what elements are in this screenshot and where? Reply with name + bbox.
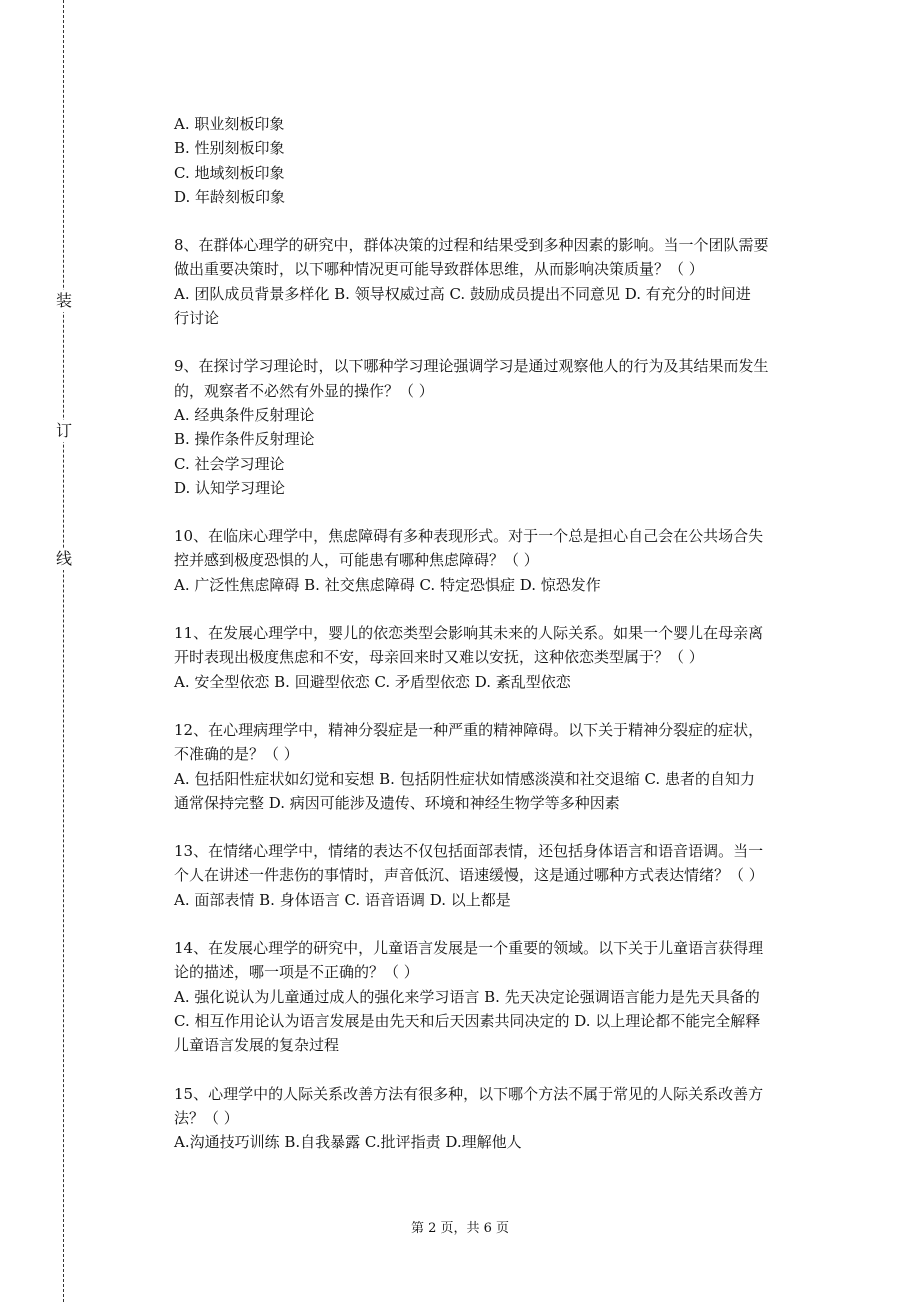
page-footer: 第 2 页，共 6 页 [410, 1221, 510, 1236]
option-line: D. 认知学习理论 [174, 478, 286, 497]
question-14 [174, 936, 824, 1057]
question-stem-line: 11、在发展心理学中，婴儿的依恋类型会影响其未来的人际关系。如果一个婴儿在母亲离 [174, 624, 764, 643]
question-8 [174, 233, 824, 330]
question-stem-line: 8、在群体心理学的研究中，群体决策的过程和结果受到多种因素的影响。当一个团队需要 [174, 236, 769, 255]
option-line: A. 经典条件反射理论 [174, 405, 315, 424]
question-stem-line: 9、在探讨学习理论时，以下哪种学习理论强调学习是通过观察他人的行为及其结果而发生 [174, 357, 769, 376]
option-line: 通常保持完整 D. 病因可能涉及遗传、环境和神经生物学等多种因素 [174, 793, 620, 812]
option-line: A. 强化说认为儿童通过成人的强化来学习语言 B. 先天决定论强调语言能力是先天具备的 [174, 987, 760, 1006]
question-stem-line: 做出重要决策时，以下哪种情况更可能导致群体思维，从而影响决策质量？（ ） [174, 260, 704, 279]
question-stem-line: 12、在心理病理学中，精神分裂症是一种严重的精神障碍。以下关于精神分裂症的症状， [174, 720, 764, 739]
option-line: C. 社会学习理论 [174, 454, 285, 473]
option-line: A. 安全型依恋 B. 回避型依恋 C. 矛盾型依恋 D. 紊乱型依恋 [174, 672, 571, 691]
option-line: A. 团队成员背景多样化 B. 领导权威过高 C. 鼓励成员提出不同意见 D. 有充分的时间进 [174, 284, 751, 303]
option-line: 儿童语言发展的复杂过程 [174, 1036, 340, 1055]
option-line: D. 年龄刻板印象 [174, 187, 286, 206]
binding-char-xian: 线 [52, 548, 76, 570]
question-9 [174, 354, 824, 500]
option-line: A. 职业刻板印象 [174, 115, 285, 133]
question-stem-line: 的，观察者不必然有外显的操作？（ ） [174, 381, 434, 400]
question-15 [174, 1082, 824, 1155]
question-content [174, 112, 824, 1178]
question-7-options [174, 112, 824, 209]
option-line: A. 面部表情 B. 身体语言 C. 语音语调 D. 以上都是 [174, 890, 511, 909]
question-stem-line: 14、在发展心理学的研究中，儿童语言发展是一个重要的领域。以下关于儿童语言获得理 [174, 939, 764, 958]
option-line: A. 广泛性焦虑障碍 B. 社交焦虑障碍 C. 特定恐惧症 D. 惊恐发作 [174, 575, 601, 594]
option-line: C. 相互作用论认为语言发展是由先天和后天因素共同决定的 D. 以上理论都不能完全解释 [174, 1011, 761, 1030]
question-stem-line: 15、心理学中的人际关系改善方法有很多种，以下哪个方法不属于常见的人际关系改善方 [174, 1084, 764, 1103]
binding-char-zhuang: 装 [52, 290, 76, 312]
question-11 [174, 621, 824, 694]
question-13 [174, 839, 824, 912]
option-line: C. 地域刻板印象 [174, 163, 285, 182]
question-stem-line: 控并感到极度恐惧的人，可能患有哪种焦虑障碍？（ ） [174, 551, 539, 570]
question-stem-line: 13、在情绪心理学中，情绪的表达不仅包括面部表情，还包括身体语言和语音语调。当一 [174, 842, 764, 861]
question-stem-line: 法？（ ） [174, 1108, 239, 1127]
question-stem-line: 个人在讲述一件悲伤的事情时，声音低沉、语速缓慢，这是通过哪种方式表达情绪？（ ） [174, 866, 764, 885]
question-stem-line: 不准确的是？（ ） [174, 745, 299, 764]
binding-char-ding: 订 [52, 420, 76, 442]
question-10 [174, 524, 824, 597]
option-line: A.沟通技巧训练 B.自我暴露 C.批评指责 D.理解他人 [174, 1133, 522, 1152]
option-line: B. 操作条件反射理论 [174, 430, 315, 449]
question-stem-line: 论的描述，哪一项是不正确的？（ ） [174, 963, 419, 982]
option-line: B. 性别刻板印象 [174, 139, 285, 158]
option-line: 行讨论 [174, 309, 220, 328]
question-stem-line: 开时表现出极度焦虑和不安，母亲回来时又难以安抚，这种依恋类型属于？（ ） [174, 648, 704, 667]
question-stem-line: 10、在临床心理学中，焦虑障碍有多种表现形式。对于一个总是担心自己会在公共场合失 [174, 527, 764, 546]
option-line: A. 包括阳性症状如幻觉和妄想 B. 包括阴性症状如情感淡漠和社交退缩 C. 患者的自知力 [174, 769, 755, 788]
binding-dashed-line [63, 0, 64, 1302]
question-12 [174, 718, 824, 815]
